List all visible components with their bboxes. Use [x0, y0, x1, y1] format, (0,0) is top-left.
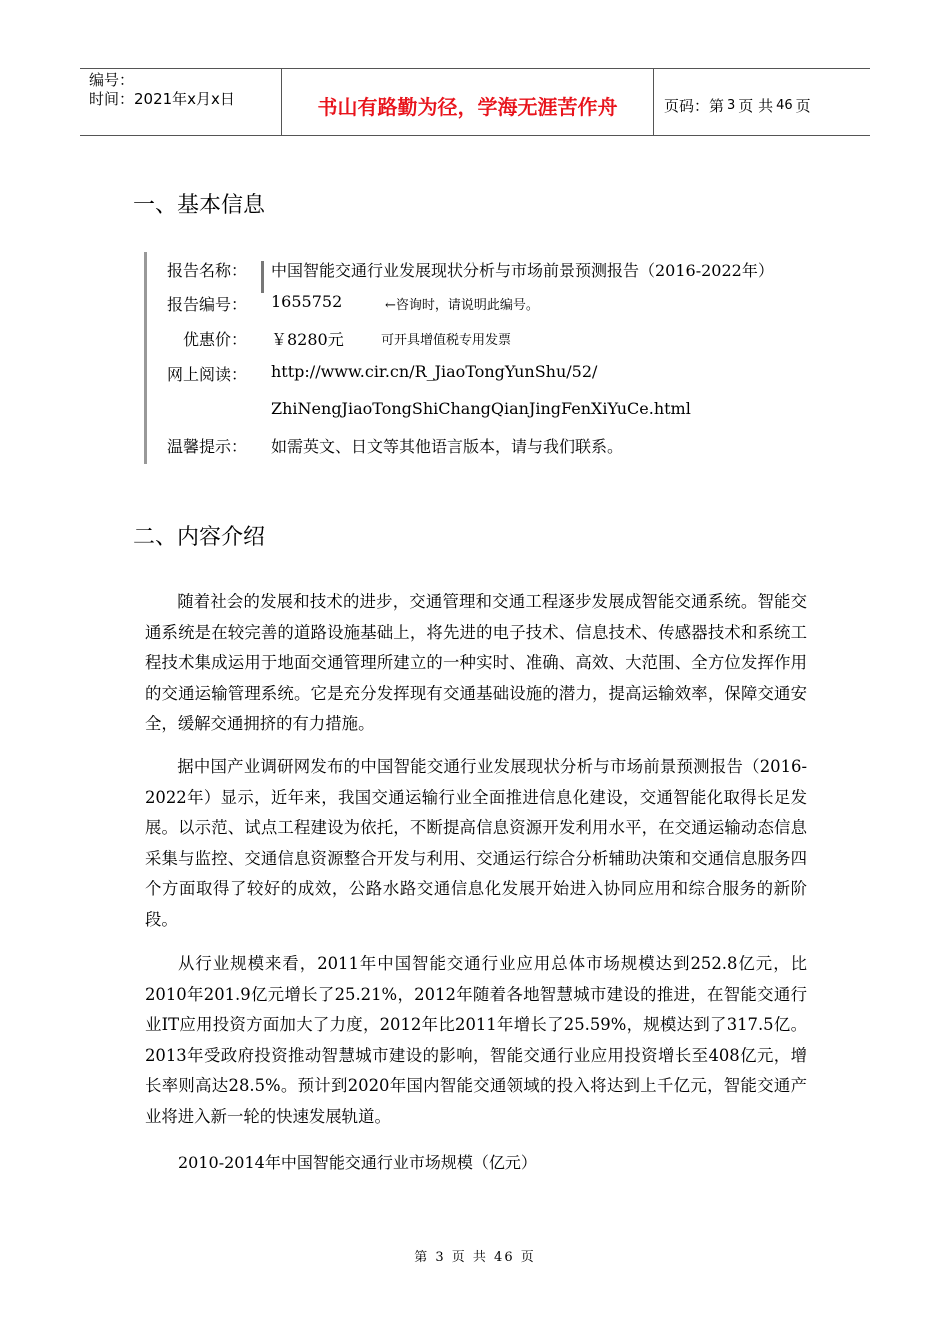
- header-page-info: [654, 69, 870, 135]
- report-code-note: ←咨询时，请说明此编号。: [385, 298, 539, 313]
- url-line-2[interactable]: ZhiNengJiaoTongShiChangQianJingFenXiYuCe.html: [271, 399, 691, 418]
- divider: [261, 261, 264, 293]
- section-title-basic-info: 一、基本信息: [133, 193, 266, 218]
- time-label: 时间：2021年x月x日: [89, 90, 235, 108]
- page-suffix: 页: [795, 96, 811, 115]
- chart-caption: 2010-2014年中国智能交通行业市场规模（亿元）: [178, 1153, 537, 1172]
- paragraph-1: [145, 587, 807, 740]
- url-label: 网上阅读：: [166, 365, 247, 384]
- page-number: 3: [727, 97, 736, 113]
- header-meta: [80, 69, 282, 135]
- paragraph-2: [145, 752, 807, 935]
- paragraph-3: [145, 949, 807, 1132]
- page-prefix: 页码：第: [664, 96, 725, 115]
- tip-label: 温馨提示：: [166, 437, 247, 456]
- url-line-1[interactable]: http://www.cir.cn/R_JiaoTongYunShu/52/: [271, 362, 598, 381]
- page-footer: 第 3 页 共 46 页: [414, 1250, 536, 1265]
- report-name-label: 报告名称：: [166, 261, 247, 280]
- serial-label: 编号：: [89, 71, 135, 89]
- section-title-content-intro: 二、内容介绍: [133, 525, 266, 550]
- header-motto: 书山有路勤为径，学海无涯苦作舟: [282, 69, 654, 135]
- paragraph-2-text: 据中国产业调研网发布的中国智能交通行业发展现状分析与市场前景预测报告（2016-2022年）显示，近年来，我国交通运输行业全面推进信息化建设，交通智能化取得长足发展。以示范、试点工程建设为依托，不断提高信息资源开发利用水平，在交通运输动态信息采集与监控、交通信息资源整合开发与利用、交通运行综合分析辅助决策和交通信息服务四个方面取得了较好的成效，公路水路交通信息化发展开始进入协同应用和综合服务的新阶段。: [145, 757, 807, 929]
- tip-value: 如需英文、日文等其他语言版本，请与我们联系。: [271, 437, 624, 456]
- header-table: [80, 68, 870, 136]
- report-code-value: 1655752: [271, 292, 343, 311]
- price-note: 可开具增值税专用发票: [381, 333, 512, 348]
- report-name-value: 中国智能交通行业发展现状分析与市场前景预测报告（2016-2022年）: [271, 261, 774, 280]
- report-code-label: 报告编号：: [166, 295, 247, 314]
- paragraph-3-text: 从行业规模来看，2011年中国智能交通行业应用总体市场规模达到252.8亿元，比2010年201.9亿元增长了25.21%，2012年随着各地智慧城市建设的推进，在智能交通行业IT应用投资方面加大了力度，2012年比2011年增长了25.59%，规模达到了317.5亿。2013年受政府投资推动智慧城市建设的影响，智能交通行业应用投资增长至408亿元，增长率则高达28.5%。预计到2020年国内智能交通领域的投入将达到上千亿元，智能交通产业将进入新一轮的快速发展轨道。: [145, 954, 807, 1126]
- page-mid: 页 共: [738, 96, 774, 115]
- basic-info-block: [144, 252, 844, 464]
- price-label: 优惠价：: [182, 330, 247, 349]
- paragraph-1-text: 随着社会的发展和技术的进步，交通管理和交通工程逐步发展成智能交通系统。智能交通系统是在较完善的道路设施基础上，将先进的电子技术、信息技术、传感器技术和系统工程技术集成运用于地面交通管理所建立的一种实时、准确、高效、大范围、全方位发挥作用的交通运输管理系统。它是充分发挥现有交通基础设施的潜力，提高运输效率，保障交通安全，缓解交通拥挤的有力措施。: [145, 592, 807, 733]
- price-value: ￥8280元: [271, 330, 344, 349]
- page-total: 46: [776, 97, 793, 113]
